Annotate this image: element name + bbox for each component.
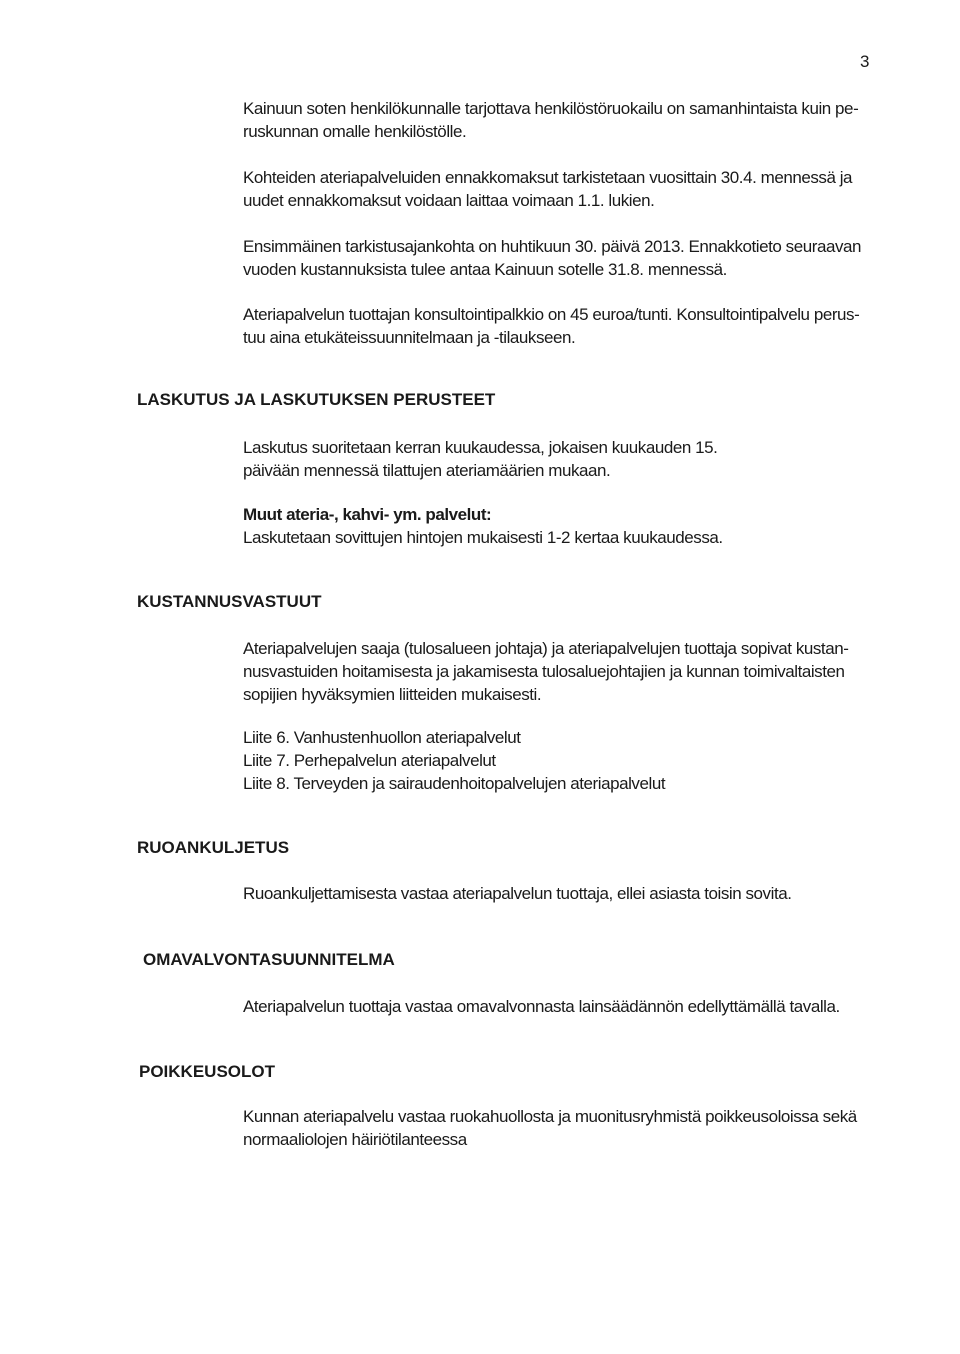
kustannusvastuut-paragraph <box>243 637 883 706</box>
text-line: Ateriapalvelun tuottajan konsultointipalkkio on 45 euroa/tunti. Konsultointipalvelu perus- <box>243 305 860 324</box>
text-line: Laskutetaan sovittujen hintojen mukaisesti 1-2 kertaa kuukaudessa. <box>243 528 723 547</box>
text-line: Kunnan ateriapalvelu vastaa ruokahuollosta ja muonitusryhmistä poikkeusoloissa sekä <box>243 1107 857 1126</box>
ruoankuljetus-heading: RUOANKULJETUS <box>137 838 290 857</box>
text-line: Kainuun soten henkilökunnalle tarjottava henkilöstöruokailu on samanhintaista kuin pe- <box>243 99 859 118</box>
text-line: Ateriapalvelun tuottaja vastaa omavalvonnasta lainsäädännön edellyttämällä tavalla. <box>243 997 840 1016</box>
text-line: nusvastuiden hoitamisesta ja jakamisesta tulosaluejohtajien ja kunnan toimivaltaisten <box>243 662 845 681</box>
laskutus-heading: LASKUTUS JA LASKUTUKSEN PERUSTEET <box>137 390 496 409</box>
omavalvontasuunnitelma-heading: OMAVALVONTASUUNNITELMA <box>143 950 395 969</box>
page-number: 3 <box>860 52 870 71</box>
poikkeusolot-heading: POIKKEUSOLOT <box>139 1062 276 1081</box>
text-line: sopijien hyväksymien liitteiden mukaisesti. <box>243 685 542 704</box>
intro-paragraph-2 <box>243 166 883 212</box>
text-line: Kohteiden ateriapalveluiden ennakkomaksut tarkistetaan vuosittain 30.4. mennessä ja <box>243 168 853 187</box>
ruoankuljetus-paragraph <box>243 882 883 905</box>
attachments-list <box>243 726 883 795</box>
text-line: normaaliolojen häiriötilanteessa <box>243 1130 467 1149</box>
text-line: Ruoankuljettamisesta vastaa ateriapalvelun tuottaja, ellei asiasta toisin sovita. <box>243 884 792 903</box>
intro-paragraph-1 <box>243 97 883 143</box>
attachment-item: Liite 7. Perhepalvelun ateriapalvelut <box>243 751 496 770</box>
intro-paragraph-4 <box>243 303 883 349</box>
text-line: tuu aina etukäteissuunnitelmaan ja -tilaukseen. <box>243 328 576 347</box>
text-line: päivään mennessä tilattujen ateriamäärien mukaan. <box>243 461 611 480</box>
poikkeusolot-paragraph <box>243 1105 883 1151</box>
laskutus-paragraph <box>243 436 883 482</box>
attachment-item: Liite 6. Vanhustenhuollon ateriapalvelut <box>243 728 521 747</box>
attachment-item: Liite 8. Terveyden ja sairaudenhoitopalvelujen ateriapalvelut <box>243 774 666 793</box>
text-line: Ensimmäinen tarkistusajankohta on huhtikuun 30. päivä 2013. Ennakkotieto seuraavan <box>243 237 862 256</box>
muut-palvelut-paragraph <box>243 503 883 549</box>
text-line: vuoden kustannuksista tulee antaa Kainuun sotelle 31.8. mennessä. <box>243 260 727 279</box>
intro-paragraph-3 <box>243 235 883 281</box>
text-line: Laskutus suoritetaan kerran kuukaudessa, jokaisen kuukauden 15. <box>243 438 718 457</box>
text-line: Ateriapalvelujen saaja (tulosalueen johtaja) ja ateriapalvelujen tuottaja sopivat kustan- <box>243 639 849 658</box>
text-line: uudet ennakkomaksut voidaan laittaa voimaan 1.1. lukien. <box>243 191 655 210</box>
text-line: ruskunnan omalle henkilöstölle. <box>243 122 467 141</box>
kustannusvastuut-heading: KUSTANNUSVASTUUT <box>137 592 322 611</box>
omavalvontasuunnitelma-paragraph <box>243 995 883 1018</box>
muut-palvelut-subheading: Muut ateria-, kahvi- ym. palvelut: <box>243 505 492 524</box>
